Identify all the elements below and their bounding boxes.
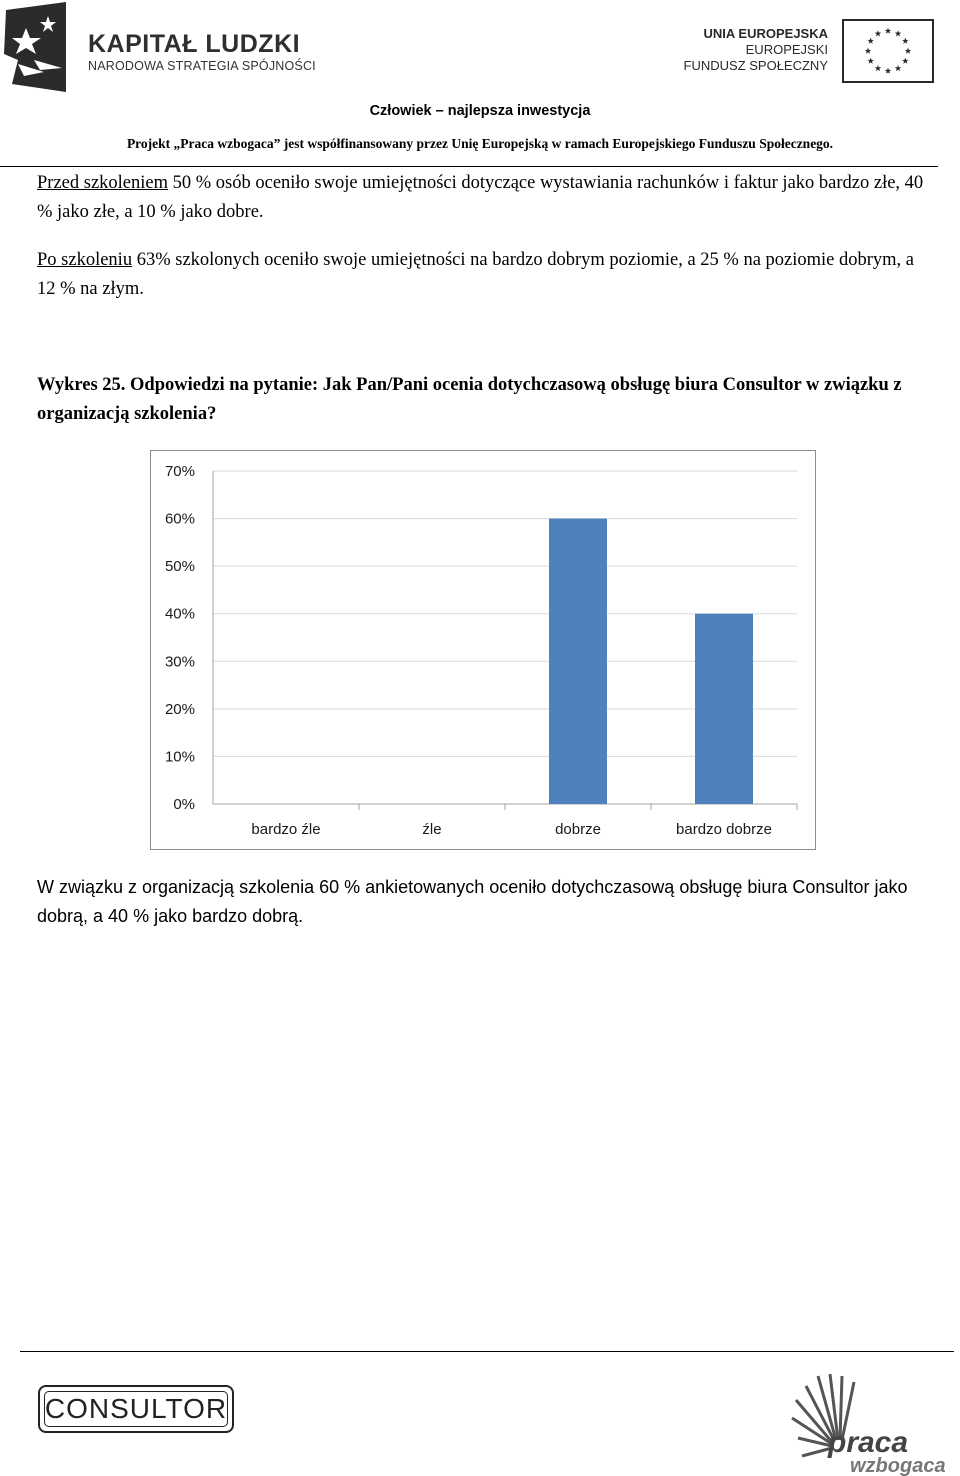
- y-tick-label: 10%: [164, 748, 195, 766]
- eu-flag-icon: [842, 19, 934, 83]
- y-tick-label: 60%: [164, 510, 195, 528]
- paragraph-after-training: [37, 246, 937, 304]
- y-tick-label: 50%: [164, 558, 195, 576]
- praca-wzbogaca-logo: [790, 1370, 960, 1476]
- eu-logo-line1: UNIA EUROPEJSKA: [703, 26, 828, 41]
- bar-dobrze: [549, 519, 607, 804]
- eu-logo-text: [684, 26, 828, 74]
- kapital-ludzki-logo-icon: [4, 2, 68, 92]
- header-divider: [0, 166, 938, 167]
- y-tick-label: 0%: [173, 796, 195, 813]
- kapital-ludzki-subtitle: NARODOWA STRATEGIA SPÓJNOŚCI: [88, 59, 316, 73]
- eu-logo-line3: FUNDUSZ SPOŁECZNY: [683, 58, 828, 73]
- bar-chart-svg: [151, 451, 814, 848]
- paragraph-before-training: [37, 169, 937, 227]
- before-training-label: Przed szkoleniem: [37, 173, 168, 193]
- consultor-logo: [38, 1385, 234, 1433]
- wzbogaca-word: wzbogaca: [850, 1455, 946, 1476]
- bar-chart: [150, 450, 816, 850]
- consultor-logo-text: CONSULTOR: [44, 1391, 228, 1427]
- x-tick-label: źle: [422, 821, 442, 838]
- slogan: Człowiek – najlepsza inwestycja: [369, 103, 591, 119]
- y-tick-label: 30%: [164, 653, 195, 671]
- project-line: Projekt „Praca wzbogaca” jest współfinansowany przez Unię Europejską w ramach Europejskiego Funduszu Społecznego.: [126, 136, 834, 151]
- y-tick-label: 20%: [164, 700, 195, 718]
- y-tick-label: 70%: [164, 463, 195, 480]
- chart-caption: Wykres 25. Odpowiedzi na pytanie: Jak Pan/Pani ocenia dotychczasową obsługę biura Consultor w związku z organizacją szkolenia?: [37, 375, 902, 424]
- eu-logo-line2: EUROPEJSKI: [745, 42, 828, 57]
- before-training-text: 50 % osób oceniło swoje umiejętności dotyczące wystawiania rachunków i faktur jako bardzo złe, 40 % jako złe, a 10 % jako dobre.: [37, 173, 924, 222]
- x-tick-label: bardzo dobrze: [676, 821, 772, 838]
- kapital-ludzki-title: KAPITAŁ LUDZKI: [88, 30, 301, 58]
- y-tick-label: 40%: [164, 605, 195, 623]
- footer-divider: [20, 1351, 954, 1352]
- bar-bardzo-dobrze: [695, 614, 753, 804]
- paragraph-summary: W związku z organizacją szkolenia 60 % ankietowanych oceniło dotychczasową obsługę biura Consultor jako dobrą, a 40 % jako bardzo dobrą.: [37, 877, 908, 926]
- after-training-text: 63% szkolonych oceniło swoje umiejętności na bardzo dobrym poziomie, a 25 % na poziomie dobrym, a 12 % na złym.: [37, 250, 915, 299]
- after-training-label: Po szkoleniu: [37, 250, 133, 270]
- x-tick-label: bardzo źle: [251, 821, 321, 838]
- x-tick-label: dobrze: [555, 821, 601, 838]
- praca-word: praca: [828, 1426, 909, 1459]
